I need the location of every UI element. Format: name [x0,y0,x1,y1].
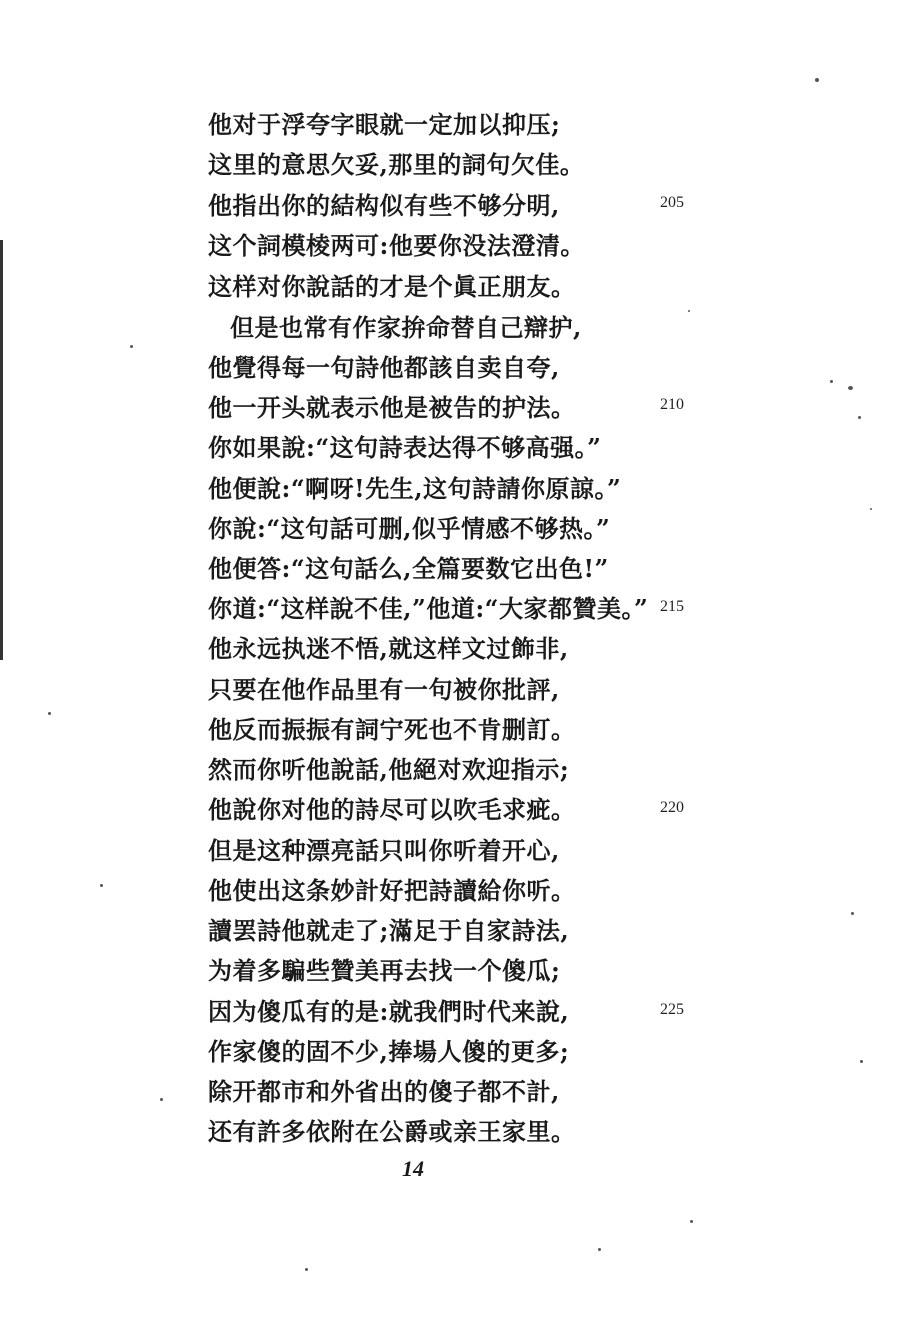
line-number: 205 [660,194,684,211]
poem-line: 但是也常有作家拚命替自己辯护, [230,313,582,342]
poem-line: 因为傻瓜有的是:就我們时代来說, [208,997,570,1026]
scan-speck [688,310,690,312]
poem-line: 你說:“这句話可删,似乎情感不够热。” [208,514,611,543]
scan-speck [870,508,872,510]
poem-line: 他使出这条妙計好把詩讀給你听。 [208,876,576,905]
scan-speck [690,1220,693,1223]
scan-speck [860,1060,863,1063]
poem-line: 他反而振振有詞宁死也不肯删訂。 [208,715,576,744]
line-number: 210 [660,396,684,413]
poem-line: 你如果說:“这句詩表达得不够高强。” [208,433,602,462]
line-number: 220 [660,799,684,816]
poem-line: 他說你对他的詩尽可以吹毛求疵。 [208,795,576,824]
poem-line: 除开都市和外省出的傻子都不計, [208,1077,560,1106]
poem-line: 他指出你的結构似有些不够分明, [208,191,560,220]
poem-line: 他便說:“啊呀!先生,这句詩請你原諒。” [208,474,622,503]
poem-line: 这个詞模棱两可:他要你没法澄清。 [208,231,585,260]
poem-line: 为着多騙些贊美再去找一个傻瓜; [208,956,561,985]
scan-speck [830,380,833,383]
line-number: 215 [660,598,684,615]
scan-speck [858,416,861,419]
scan-speck [815,78,819,82]
poem-line: 讀罢詩他就走了;滿足于自家詩法, [208,916,570,945]
scan-speck [848,386,853,390]
poem-line: 他永远执迷不悟,就这样文过飾非, [208,634,569,663]
poem-line: 然而你听他說話,他絕对欢迎指示; [208,755,570,784]
page-number: 14 [402,1156,424,1181]
left-edge-scan-mark [0,240,3,660]
scan-speck [598,1248,601,1251]
poem-line: 他一开头就表示他是被告的护法。 [208,393,576,422]
poem-line: 这里的意思欠妥,那里的詞句欠佳。 [208,150,585,179]
scan-speck [851,912,854,915]
poem-line: 他便答:“这句話么,全篇要数它出色!” [208,554,609,583]
poem-line: 你道:“这样說不佳,”他道:“大家都贊美。” [208,594,649,623]
poem-line: 这样对你說話的才是个眞正朋友。 [208,272,576,301]
scan-speck [305,1268,308,1271]
scan-speck [160,1098,163,1101]
poem-line: 作家傻的固不少,捧場人傻的更多; [208,1037,570,1066]
scan-speck [130,345,133,348]
line-number: 225 [660,1001,684,1018]
scan-speck [100,884,103,887]
poem-line: 还有許多依附在公爵或亲王家里。 [208,1117,576,1146]
poem-line: 但是这种漂亮話只叫你听着开心, [208,836,560,865]
poem-line: 他对于浮夸字眼就一定加以抑压; [208,110,561,139]
poem-line: 只要在他作品里有一句被你批評, [208,675,560,704]
scan-speck [48,712,51,715]
poem-line: 他覺得每一句詩他都該自卖自夸, [208,353,560,382]
